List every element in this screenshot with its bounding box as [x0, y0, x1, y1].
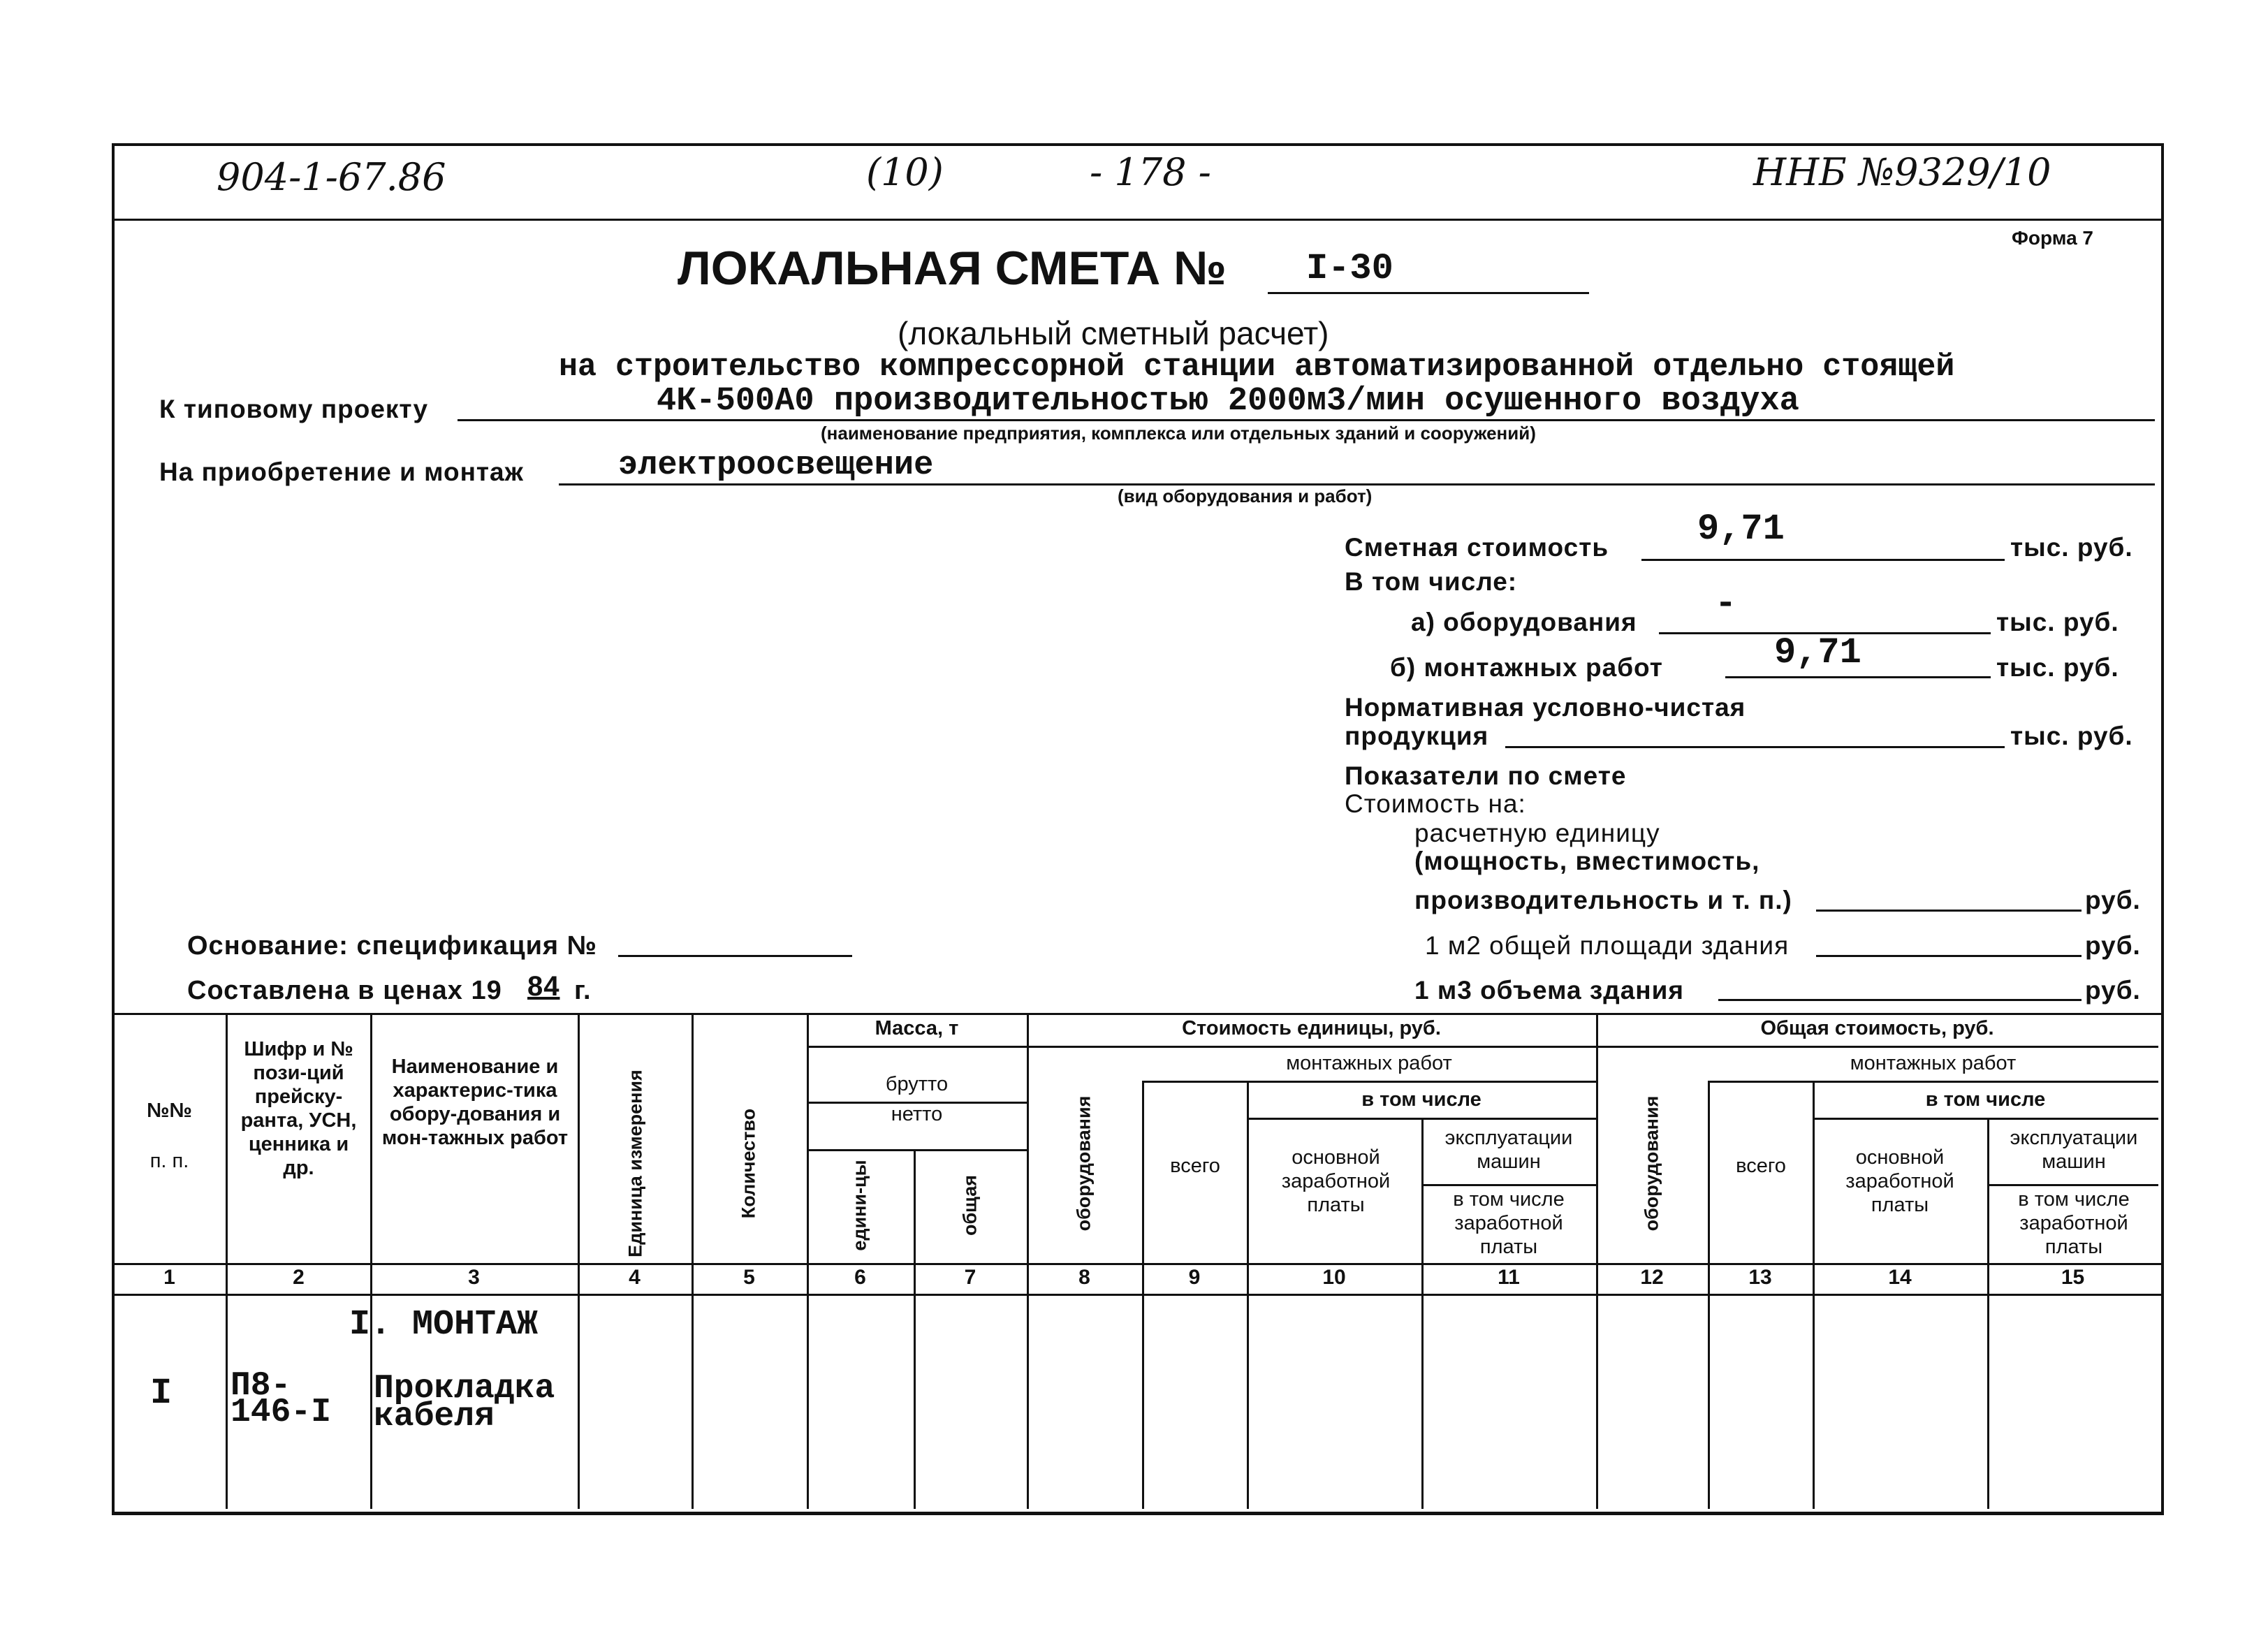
- equipment-label: а) оборудования: [1411, 608, 1637, 636]
- header-total-2: всего: [1736, 1155, 1786, 1177]
- header-machine-1: эксплуатации машин: [1444, 1127, 1573, 1173]
- normative-label-2: продукция: [1345, 722, 1489, 750]
- colnum-2: 2: [293, 1266, 305, 1289]
- unitcost-divider: [1027, 1046, 1596, 1048]
- indicators-label: Показатели по смете: [1345, 761, 1627, 790]
- page-number: - 178 -: [1090, 150, 1211, 194]
- col-sep-14: [1987, 1118, 1989, 1509]
- header-machine-2: эксплуатации машин: [2010, 1127, 2138, 1173]
- install-divider-1: [1142, 1081, 1596, 1083]
- header-num-b: п. п.: [149, 1150, 189, 1172]
- unit-label-1: расчетную единицу: [1414, 819, 1660, 847]
- estimated-cost-line: [1641, 559, 2005, 561]
- volume-label: 1 м3 объема здания: [1414, 976, 1684, 1005]
- normative-line: [1505, 746, 2005, 748]
- col-sep-12: [1708, 1081, 1710, 1509]
- table-top-line: [112, 1013, 2161, 1015]
- cost-on-label: Стоимость на:: [1345, 789, 1526, 818]
- estimated-cost-unit: тыс. руб.: [2010, 533, 2133, 562]
- header-brutto: брутто: [885, 1073, 949, 1095]
- colnum-top-line: [112, 1263, 2161, 1265]
- acquisition-value: электроосвещение: [618, 447, 934, 484]
- col-sep-11: [1596, 1013, 1598, 1509]
- normative-unit: тыс. руб.: [2010, 722, 2133, 750]
- basis-line: [618, 955, 852, 957]
- install-label: б) монтажных работ: [1390, 653, 1663, 682]
- install-divider-2: [1708, 1081, 2158, 1083]
- header-unit-mass: едини-цы: [849, 1160, 870, 1251]
- estimated-cost-value: 9,71: [1697, 509, 1785, 550]
- form-label: Форма 7: [2012, 227, 2094, 249]
- colnum-9: 9: [1188, 1266, 1201, 1289]
- header-total-cost: Общая стоимость, руб.: [1760, 1017, 1994, 1039]
- header-code: Шифр и № пози-ций прейску-ранта, УСН, ценника и др.: [240, 1038, 357, 1179]
- col-sep-1: [226, 1013, 228, 1509]
- table-row-name: [374, 1370, 576, 1436]
- header-unit-cost: Стоимость единицы, руб.: [1182, 1017, 1441, 1039]
- equipment-unit: тыс. руб.: [1996, 608, 2119, 636]
- inventory-number: ННБ №9329/10: [1753, 150, 2051, 194]
- unit-label-3: производительность и т. п.): [1414, 886, 1792, 914]
- col-sep-9: [1247, 1081, 1249, 1509]
- header-install-2: монтажных работ: [1850, 1052, 2017, 1074]
- col-sep-3: [578, 1013, 580, 1509]
- project-label: К типовому проекту: [159, 395, 429, 423]
- table-row-code: [231, 1367, 367, 1431]
- col-sep-7: [1027, 1013, 1029, 1509]
- header-netto: нетто: [891, 1103, 943, 1125]
- area-label: 1 м2 общей площади здания: [1425, 931, 1790, 960]
- col-sep-8: [1142, 1081, 1144, 1509]
- col-sep-4: [692, 1013, 694, 1509]
- table-row-code-text: П8-146-I: [231, 1367, 332, 1431]
- prices-year: 84: [527, 971, 560, 1002]
- normative-label-1: Нормативная условно-чистая: [1345, 693, 1746, 722]
- col-sep-6: [914, 1149, 916, 1509]
- colnum-10: 10: [1322, 1266, 1346, 1289]
- unit-cost-rub: руб.: [2085, 886, 2141, 914]
- estimated-cost-label: Сметная стоимость: [1345, 533, 1609, 562]
- header-divider: [112, 219, 2161, 221]
- header-machine-incl-1: в том числе заработной платы: [1453, 1188, 1565, 1258]
- col-sep-10: [1421, 1118, 1424, 1509]
- install-unit: тыс. руб.: [1996, 653, 2119, 682]
- area-line: [1816, 955, 2082, 957]
- install-line: [1725, 676, 1991, 678]
- totalcost-divider: [1596, 1046, 2158, 1048]
- acquisition-label: На приобретение и монтаж: [159, 458, 524, 486]
- header-total-mass: общая: [959, 1174, 981, 1236]
- machine-divider-2: [1987, 1184, 2158, 1186]
- colnum-8: 8: [1078, 1266, 1090, 1289]
- incl-divider-2: [1813, 1118, 2158, 1120]
- project-caption: (наименование предприятия, комплекса или отдельных зданий и сооружений): [821, 423, 1536, 444]
- header-machine-incl-2: в том числе заработной платы: [2018, 1188, 2130, 1258]
- purpose-line-2: 4К-500А0 производительностью 2000м3/мин осушенного воздуха: [657, 383, 1799, 420]
- header-equip-2: оборудования: [1641, 1095, 1662, 1232]
- colnum-4: 4: [629, 1266, 641, 1289]
- unit-label-2: (мощность, вместимость,: [1414, 847, 1760, 875]
- estimate-number: I-30: [1306, 248, 1393, 289]
- volume-line: [1718, 999, 2082, 1001]
- volume-rub: руб.: [2085, 976, 2141, 1005]
- colnum-6: 6: [854, 1266, 866, 1289]
- section-title: I. МОНТАЖ: [349, 1305, 539, 1345]
- basis-label: Основание: спецификация №: [187, 931, 598, 961]
- col-sep-2: [370, 1013, 372, 1509]
- including-label: В том числе:: [1345, 567, 1518, 596]
- colnum-1: 1: [163, 1266, 175, 1289]
- header-incl-2: в том числе: [1925, 1088, 2046, 1111]
- equipment-value: -: [1715, 583, 1737, 625]
- header-equip-1: оборудования: [1073, 1095, 1095, 1232]
- subtitle: (локальный сметный расчет): [898, 315, 1329, 351]
- table-row-name-text: Прокладка кабеля: [374, 1370, 555, 1436]
- prices-label: Составлена в ценах 19: [187, 976, 502, 1005]
- table-row-num: I: [150, 1373, 173, 1414]
- unit-cost-line: [1816, 910, 2082, 912]
- header-name: Наименование и характерис-тика обору-дования и мон-тажных работ: [381, 1056, 569, 1149]
- header-basic-2: основной заработной платы: [1845, 1146, 1954, 1216]
- header-unit: Единица измерения: [624, 1069, 646, 1257]
- part-number: (10): [866, 150, 944, 194]
- colnum-12: 12: [1640, 1266, 1664, 1289]
- header-mass: Масса, т: [875, 1017, 959, 1039]
- header-num-a: №№: [147, 1100, 192, 1122]
- colnum-14: 14: [1888, 1266, 1912, 1289]
- colnum-5: 5: [743, 1266, 755, 1289]
- mass-divider: [807, 1046, 1027, 1048]
- colnum-11: 11: [1498, 1266, 1520, 1289]
- doc-code: 904-1-67.86: [217, 155, 446, 199]
- header-total-1: всего: [1170, 1155, 1220, 1177]
- estimate-number-line: [1268, 292, 1589, 294]
- colnum-15: 15: [2061, 1266, 2085, 1289]
- prices-year-suffix: г.: [574, 976, 592, 1005]
- machine-divider-1: [1421, 1184, 1596, 1186]
- purpose-line-1: на строительство компрессорной станции автоматизированной отдельно стоящей: [559, 349, 1955, 385]
- header-incl-1: в том числе: [1361, 1088, 1481, 1111]
- colnum-3: 3: [468, 1266, 480, 1289]
- colnum-13: 13: [1748, 1266, 1772, 1289]
- acquisition-caption: (вид оборудования и работ): [1118, 485, 1373, 506]
- install-value: 9,71: [1774, 632, 1861, 673]
- colnum-bottom-line: [112, 1294, 2161, 1296]
- col-sep-13: [1813, 1081, 1815, 1509]
- header-qty: Количество: [738, 1108, 759, 1219]
- area-rub: руб.: [2085, 931, 2141, 960]
- netto-divider: [807, 1149, 1027, 1151]
- header-basic-1: основной заработной платы: [1281, 1146, 1391, 1216]
- page-title: ЛОКАЛЬНАЯ СМЕТА №: [678, 242, 1227, 295]
- header-install-1: монтажных работ: [1286, 1052, 1452, 1074]
- colnum-7: 7: [964, 1266, 976, 1289]
